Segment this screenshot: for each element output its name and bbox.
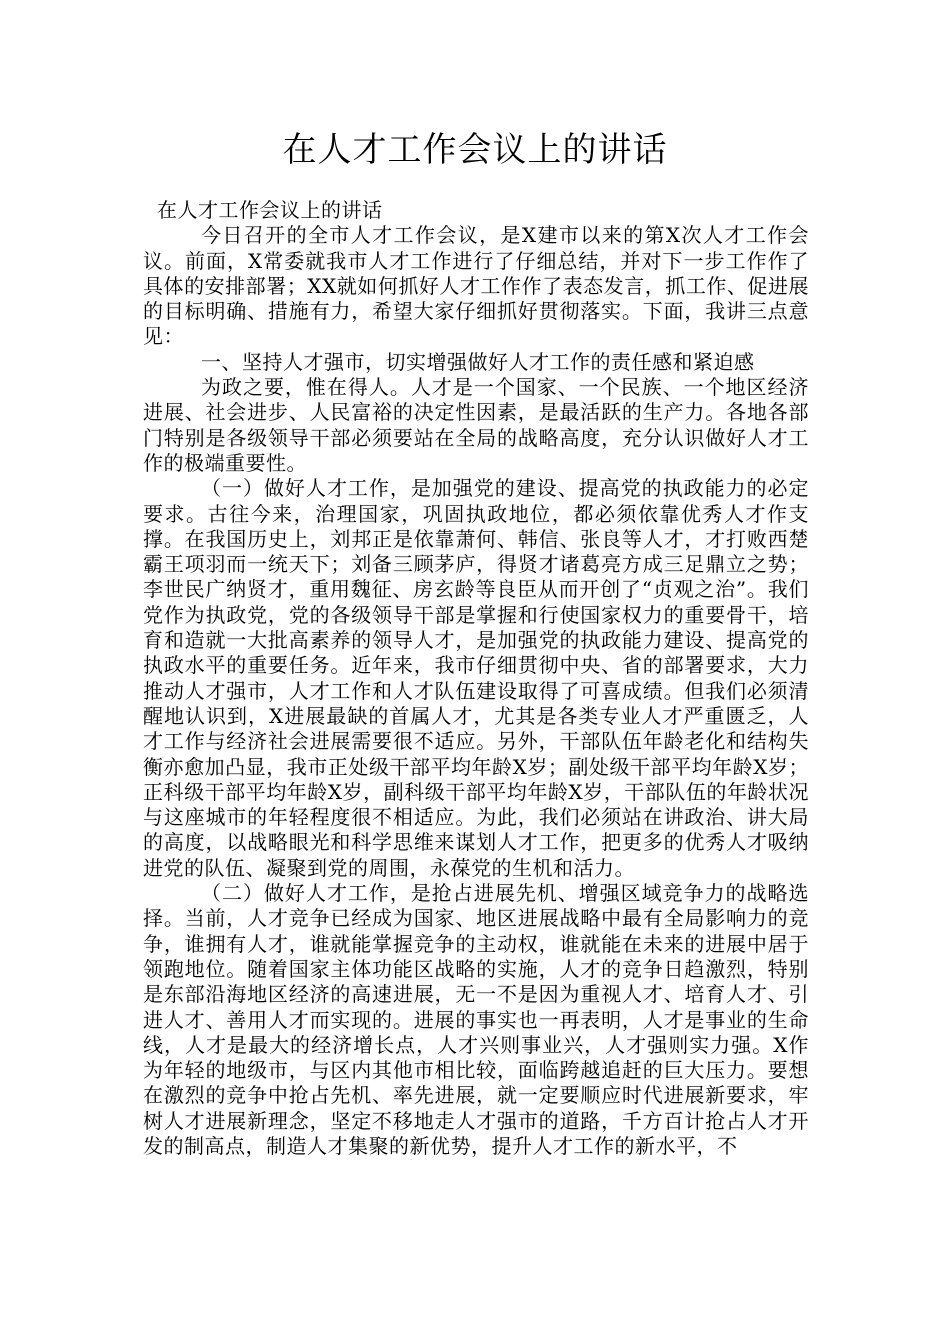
section-heading-1: 一、坚持人才强市，切实增强做好人才工作的责任感和紧迫感 bbox=[201, 349, 755, 374]
paragraph-section-1: 为政之要，惟在得人。人才是一个国家、一个民族、一个地区经济进展、社会进步、人民富裕的决定性因素，是最活跃的生产力。各地各部门特别是各级领导干部必须要站在全局的战略高度，充分认识做好人才工作的极端重要性。 bbox=[143, 375, 809, 475]
document-subtitle: 在人才工作会议上的讲话 bbox=[157, 198, 383, 222]
paragraph-point-1: （一）做好人才工作，是加强党的建设、提高党的执政能力的必定要求。古往今来，治理国家，巩固执政地位，都必须依靠优秀人才作支撑。在我国历史上，刘邦正是依靠萧何、韩信、张良等人才，才打败西楚霸王项羽而一统天下；刘备三顾茅庐，得贤才诸葛亮方成三足鼎立之势；李世民广纳贤才，重用魏征、房玄龄等良臣从而开创了“贞观之治”。我们党作为执政党，党的各级领导干部是掌握和行使国家权力的重要骨干，培育和造就一大批高素养的领导人才，是加强党的执政能力建设、提高党的执政水平的重要任务。近年来，我市仔细贯彻中央、省的部署要求，大力推动人才强市，人才工作和人才队伍建设取得了可喜成绩。但我们必须清醒地认识到，X进展最缺的首属人才，尤其是各类专业人才严重匮乏，人才工作与经济社会进展需要很不适应。另外，干部队伍年龄老化和结构失衡亦愈加凸显，我市正处级干部平均年龄X岁；副处级干部平均年龄X岁；正科级干部平均年龄X岁，副科级干部平均年龄X岁，干部队伍的年龄状况与这座城市的年轻程度很不相适应。为此，我们必须站在讲政治、讲大局的高度，以战略眼光和科学思维来谋划人才工作，把更多的优秀人才吸纳进党的队伍、凝聚到党的周围，永葆党的生机和活力。 bbox=[143, 476, 809, 880]
document-body bbox=[143, 198, 809, 1159]
paragraph-intro: 今日召开的全市人才工作会议，是X建市以来的第X次人才工作会议。前面，X常委就我市人才工作进行了仔细总结，并对下一步工作作了具体的安排部署；XX就如何抓好人才工作作了表态发言，抓工作、促进展的目标明确、措施有力，希望大家仔细抓好贯彻落实。下面，我讲三点意见： bbox=[143, 223, 809, 349]
document-title: 在人才工作会议上的讲话 bbox=[282, 130, 668, 170]
paragraph-point-2: （二）做好人才工作，是抢占进展先机、增强区域竞争力的战略选择。当前，人才竞争已经成为国家、地区进展战略中最有全局影响力的竞争，谁拥有人才，谁就能掌握竞争的主动权，谁就能在未来的进展中居于领跑地位。随着国家主体功能区战略的实施，人才的竞争日趋激烈，特别是东部沿海地区经济的高速进展，无一不是因为重视人才、培育人才、引进人才、善用人才而实现的。进展的事实也一再表明，人才是事业的生命线，人才是最大的经济增长点，人才兴则事业兴，人才强则实力强。X作为年轻的地级市，与区内其他市相比较，面临跨越追赶的巨大压力。要想在激烈的竞争中抢占先机、率先进展，就一定要顺应时代进展新要求，牢树人才进展新理念，坚定不移地走人才强市的道路，千方百计抢占人才开发的制高点，制造人才集聚的新优势，提升人才工作的新水平，不 bbox=[143, 881, 809, 1158]
